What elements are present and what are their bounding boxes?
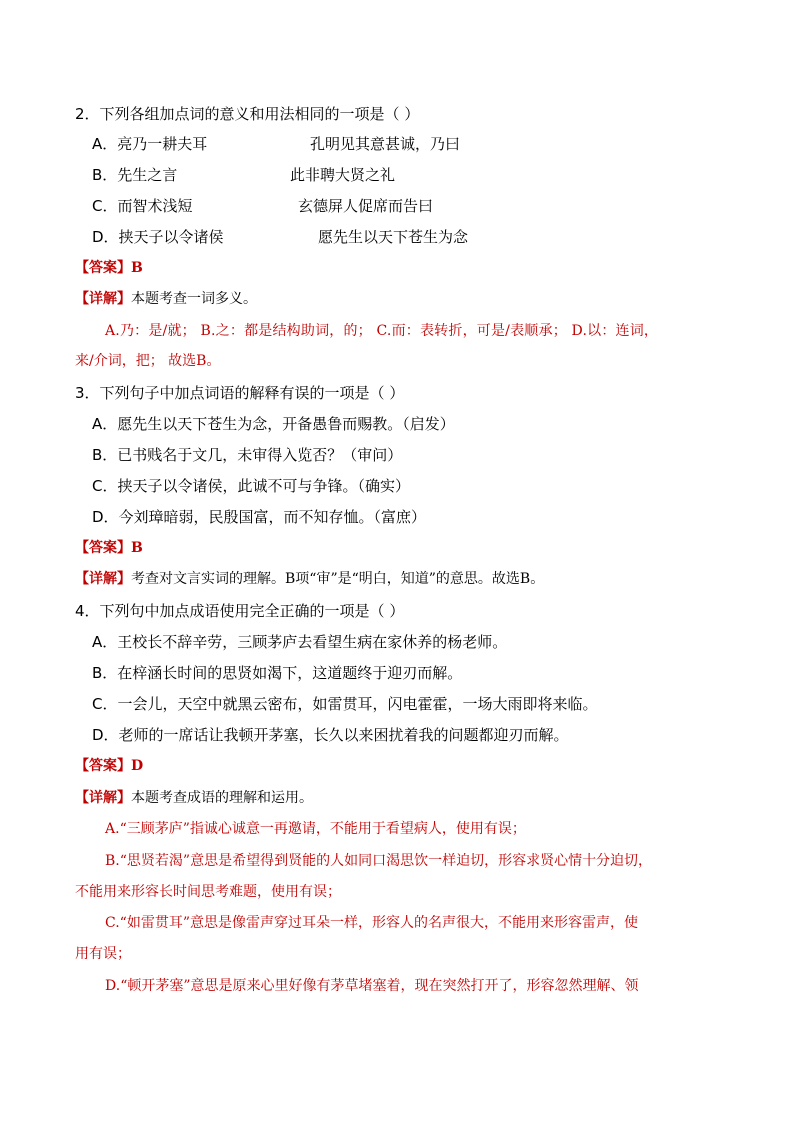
q3-option-b: B．已书贱名于文几，未审得入览否？（审问） <box>92 446 403 464</box>
q2-option-d: D．挟天子以令诸侯 <box>92 228 224 246</box>
q4-explain-a-label: A. <box>105 821 120 837</box>
q2-answer-value: B <box>131 260 143 276</box>
q3-answer-label: 【答案】 <box>75 540 131 556</box>
q4-explain-b-label: B. <box>105 853 120 869</box>
q4-option-c: C．一会儿，天空中就黑云密布，如雷贯耳，闪电霍霍，一场大雨即将来临。 <box>92 695 598 713</box>
q2-detail-label: 【详解】 <box>75 291 131 307</box>
q3-answer <box>75 538 143 558</box>
q2-answer-label: 【答案】 <box>75 260 131 276</box>
q4-stem: 4．下列句中加点成语使用完全正确的一项是（ ） <box>75 602 405 620</box>
q2-option-b-compare: 此非聘大贤之礼 <box>290 166 396 184</box>
q2-option-d-compare: 愿先生以天下苍生为念 <box>318 228 469 246</box>
q2-detail <box>75 289 257 309</box>
q4-option-a: A．王校长不辞辛劳，三顾茅庐去看望生病在家休养的杨老师。 <box>92 633 508 651</box>
q4-detail-label: 【详解】 <box>75 790 131 806</box>
q2-stem: 2．下列各组加点词的意义和用法相同的一项是（ ） <box>75 105 420 123</box>
q3-option-c: C．挟天子以令诸侯，此诚不可与争锋。（确实） <box>92 477 410 495</box>
q2-option-a-compare: 孔明见其意甚诚，乃曰 <box>310 135 461 153</box>
q3-option-d: D．今刘璋暗弱，民殷国富，而不知存恤。（富庶） <box>92 508 427 526</box>
q2-option-b: B．先生之言 <box>92 166 178 184</box>
q4-detail <box>75 788 313 808</box>
q3-detail-text: 考查对文言实词的理解。B项“审”是“明白，知道”的意思。故选B。 <box>131 571 545 587</box>
q4-option-b: B．在梓涵长时间的思贤如渴下，这道题终于迎刃而解。 <box>92 664 463 682</box>
q3-answer-value: B <box>131 540 143 556</box>
q2-detail-text: 本题考查一词多义。 <box>131 291 257 307</box>
q3-detail-label: 【详解】 <box>75 571 131 587</box>
q3-option-a: A．愿先生以天下苍生为念，开备愚鲁而赐教。（启发） <box>92 415 455 433</box>
q3-stem: 3．下列句子中加点词语的解释有误的一项是（ ） <box>75 384 405 402</box>
q4-explain-a-text: “三顾茅庐”指诚心诚意一再邀请，不能用于看望病人，使用有误； <box>119 821 526 837</box>
q4-detail-text: 本题考查成语的理解和运用。 <box>131 790 313 806</box>
q2-option-c-compare: 玄德屏人促席而告曰 <box>298 197 434 215</box>
q4-answer-value: D <box>131 758 144 774</box>
q4-explain-c-label: C. <box>105 915 120 931</box>
q4-explain-d <box>105 976 639 996</box>
q4-explain-d-text1: “顿开茅塞”意思是原来心里好像有茅草堵塞着，现在突然打开了，形容忽然理解、领 <box>120 978 639 994</box>
q4-explain-d-label: D. <box>105 978 121 994</box>
q4-option-d: D．老师的一席话让我顿开茅塞，长久以来困扰着我的问题都迎刃而解。 <box>92 726 569 744</box>
q4-explain-b-text1: “思贤若渴”意思是希望得到贤能的人如同口渴思饮一样迫切，形容求贤心情十分迫切， <box>119 853 653 869</box>
q4-explain-b <box>105 851 652 871</box>
q3-detail <box>75 569 544 589</box>
q4-answer-label: 【答案】 <box>75 758 131 774</box>
q2-explain-line1: A.乃：是/就； B.之：都是结构助词，的； C.而：表转折，可是/表顺承； D.以：连词， <box>105 323 659 339</box>
q2-answer <box>75 258 143 278</box>
q4-explain-c <box>105 913 638 933</box>
q4-explain-b-cont: 不能用来形容长时间思考难题，使用有误； <box>75 884 341 900</box>
q4-explain-c-text1: “如雷贯耳”意思是像雷声穿过耳朵一样，形容人的名声很大，不能用来形容雷声，使 <box>119 915 638 931</box>
q4-explain-a <box>105 819 526 839</box>
q2-option-a: A．亮乃一耕夫耳 <box>92 135 208 153</box>
q4-explain-c-cont: 用有误； <box>75 946 131 962</box>
q2-explain-line2: 来/介词，把； 故选B。 <box>75 353 221 369</box>
q2-option-c: C．而智术浅短 <box>92 197 193 215</box>
q4-answer <box>75 756 143 776</box>
